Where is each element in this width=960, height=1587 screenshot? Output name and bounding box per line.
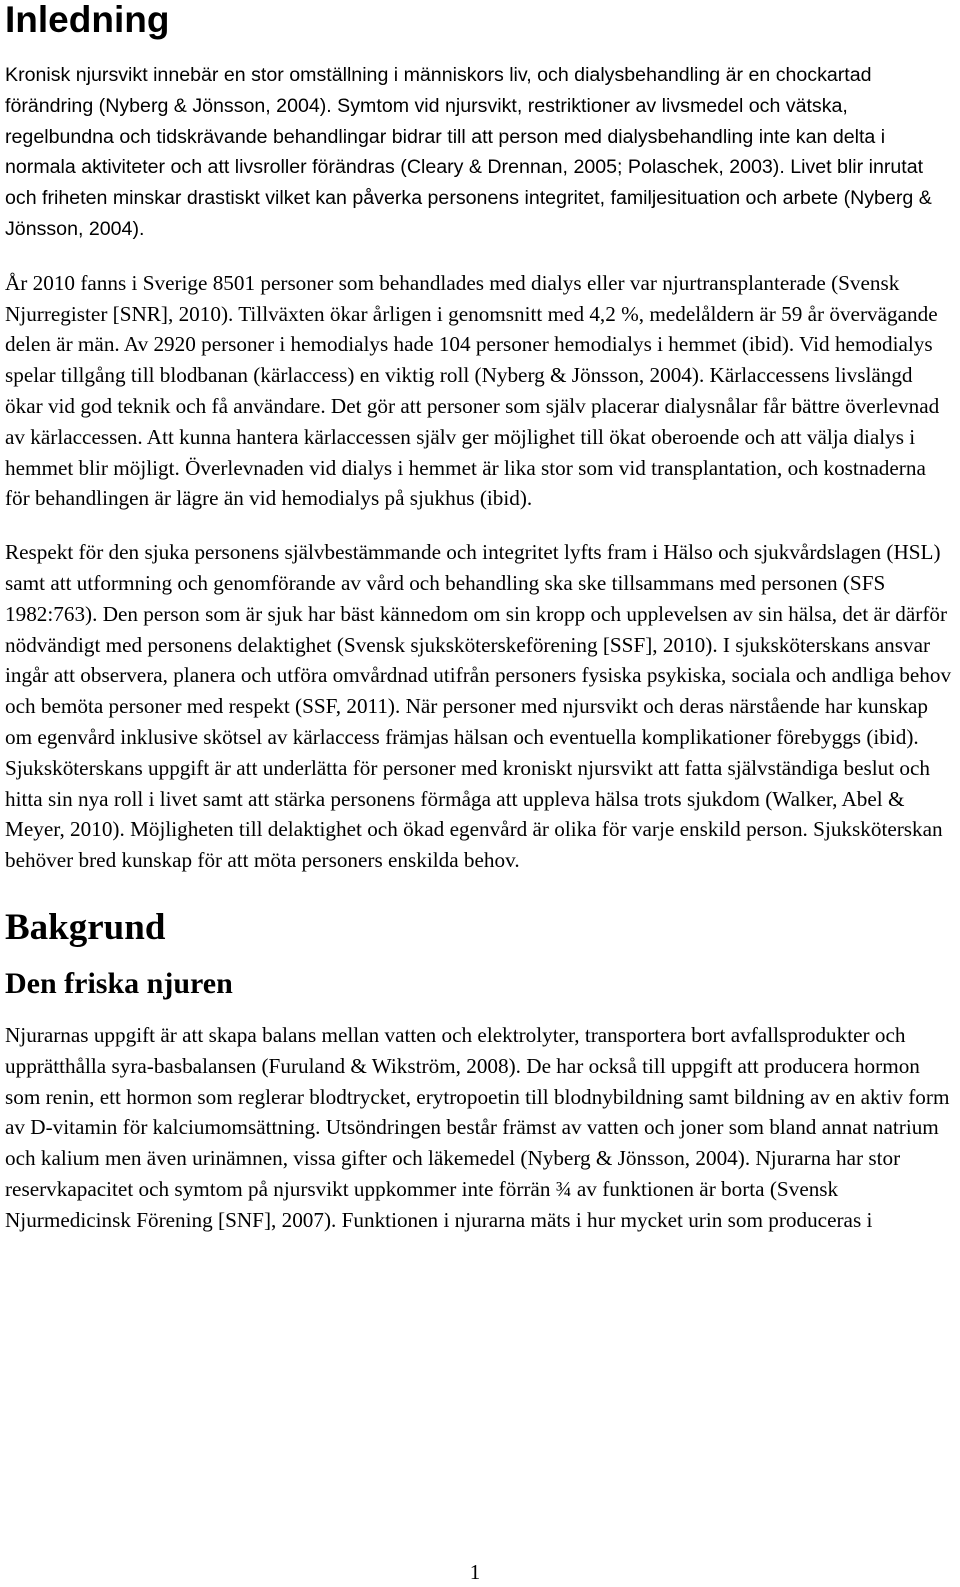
page-number: 1	[469, 1560, 481, 1584]
paragraph-intro-1: Kronisk njursvikt innebär en stor omställning i människors liv, och dialysbehandling är en chockartad förändring (Nyberg & Jönsson, 2004). Symtom vid njursvikt, restriktioner av livsmedel och vätska, regelbundna och tidskrävande behandlingar bidrar till att person med dialysbehandling inte kan delta i normala aktiviteter och att livsroller förändras (Cleary & Drennan, 2005; Polaschek, 2003). Livet blir inrutat och friheten minskar drastiskt vilket kan påverka personens integritet, familjesituation och arbete (Nyberg & Jönsson, 2004).	[5, 64, 932, 240]
heading-den-friska-njuren: Den friska njuren	[5, 966, 233, 1000]
document-page	[5, 0, 955, 1259]
heading-inledning: Inledning	[5, 0, 170, 40]
heading-bakgrund: Bakgrund	[5, 906, 166, 948]
paragraph-intro-3: Respekt för den sjuka personens självbestämmande och integritet lyfts fram i Hälso och sjukvårdslagen (HSL) samt att utformning och genomförande av vård och behandling ska ske tillsammans med personen (SFS 1982:763). Den person som är sjuk har bäst kännedom om sin kropp och upplevelsen av sin hälsa, det är därför nödvändigt med personens delaktighet (Svensk sjuksköterskeförening [SSF], 2010). I sjuksköterskans ansvar ingår att observera, planera och utföra omvårdnad utifrån personers fysiska psykiska, sociala och andliga behov och bemöta personer med respekt (SSF, 2011). När personer med njursvikt och deras närstående har kunskap om egenvård inklusive skötsel av kärlaccess främjas hälsan och eventuella komplikationer förebyggs (ibid). Sjuksköterskans uppgift är att underlätta för personer med kroniskt njursvikt att fatta självständiga beslut och hitta sin nya roll i livet samt att stärka personens förmåga att uppleva hälsa trots sjukdom (Walker, Abel & Meyer, 2010). Möjligheten till delaktighet och ökad egenvård är olika för varje enskild person. Sjuksköterskan behöver bred kunskap för att möta personers enskilda behov.	[5, 540, 952, 873]
paragraph-intro-2: År 2010 fanns i Sverige 8501 personer som behandlades med dialys eller var njurtransplanterade (Svensk Njurregister [SNR], 2010). Tillväxten ökar årligen i genomsnitt med 4,2 %, medelåldern är 59 år övervägande delen är män. Av 2920 personer i hemodialys hade 104 personer hemodialys i hemmet (ibid). Vid hemodialys spelar tillgång till blodbanan (kärlaccess) en viktig roll (Nyberg & Jönsson, 2004). Kärlaccessens livslängd ökar vid god teknik och få användare. Det gör att personer som själv placerar dialysnålar får bättre överlevnad av kärlaccessen. Att kunna hantera kärlaccessen själv ger möjlighet till ökat oberoende och att välja dialys i hemmet blir möjligt. Överlevnaden vid dialys i hemmet är lika stor som vid transplantation, och kostnaderna för behandlingen är lägre än vid hemodialys på sjukhus (ibid).	[5, 270, 940, 511]
paragraph-background-1: Njurarnas uppgift är att skapa balans mellan vatten och elektrolyter, transportera bort avfallsprodukter och upprätthålla syra-basbalansen (Furuland & Wikström, 2008). De har också till uppgift att producera hormon som renin, ett hormon som reglerar blodtrycket, erytropoetin till blodnybildning samt bildning av en aktiv form av D-vitamin för kalciumomsättning. Utsöndringen består främst av vatten och joner som bland annat natrium och kalium men även urinämnen, vissa gifter och läkemedel (Nyberg & Jönsson, 2004). Njurarna har stor reservkapacitet och symtom på njursvikt uppkommer inte förrän ¾ av funktionen är borta (Svensk Njurmedicinsk Förening [SNF], 2007). Funktionen i njurarna mäts i hur mycket urin som produceras i	[5, 1022, 950, 1232]
